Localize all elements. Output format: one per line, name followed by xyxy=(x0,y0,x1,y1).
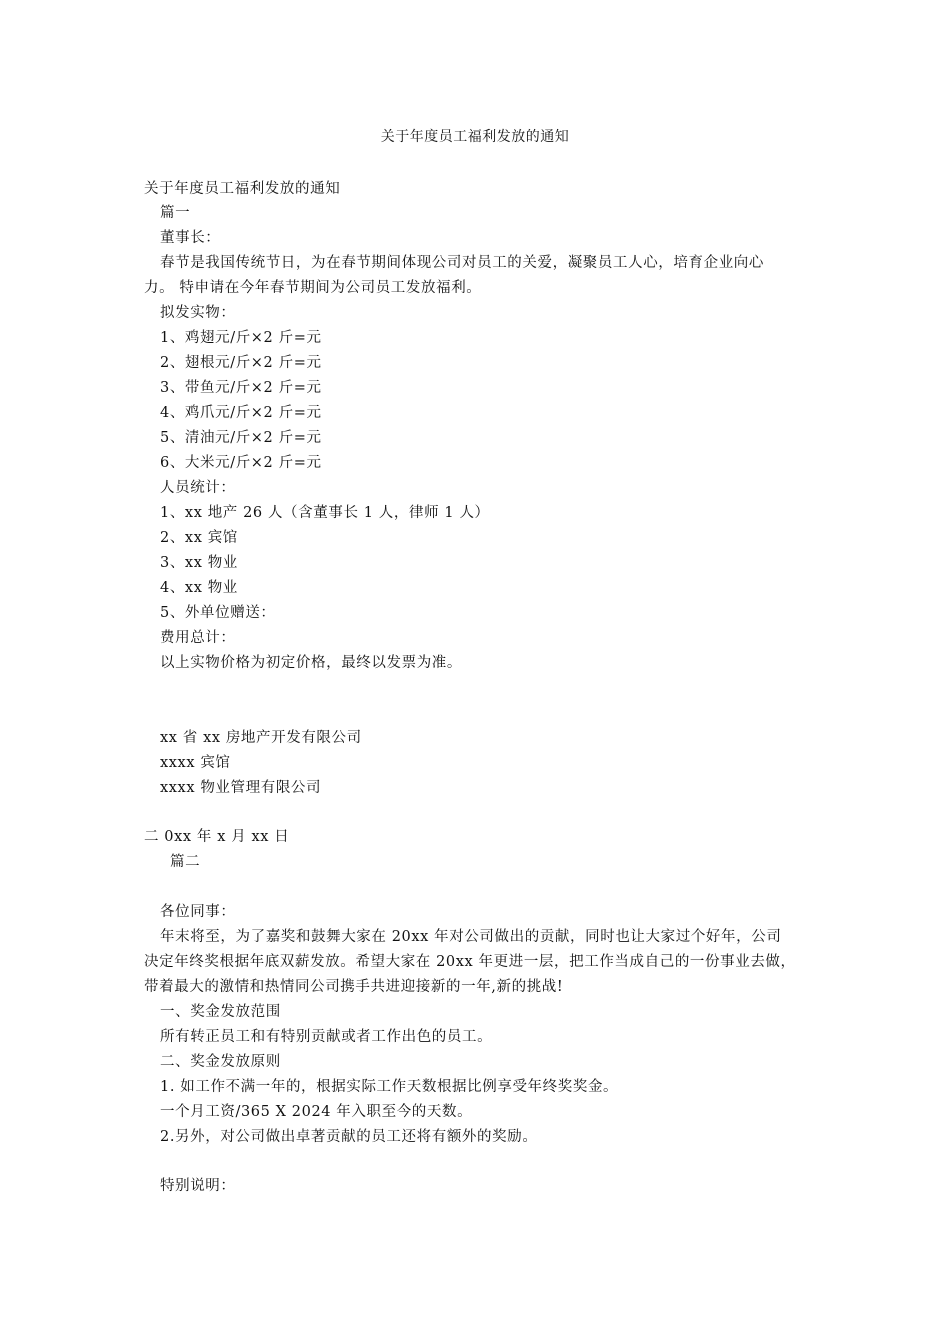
list-item: 2.另外，对公司做出卓著贡献的员工还将有额外的奖励。 xyxy=(160,1129,538,1145)
paragraph-line: 所有转正员工和有特别贡献或者工作出色的员工。 xyxy=(160,1029,493,1045)
list-item: 4、xx 物业 xyxy=(160,580,238,596)
signatory-hotel: xxxx 宾馆 xyxy=(160,755,231,771)
special-notes-label: 特别说明： xyxy=(160,1178,236,1194)
paragraph-line: 决定年终奖根据年底双薪发放。希望大家在 20xx 年更进一层，把工作当成自己的一份事业去做， xyxy=(144,954,796,970)
signatory-company: xx 省 xx 房地产开发有限公司 xyxy=(160,730,362,746)
list-item: 5、清油元/斤×2 斤=元 xyxy=(160,430,322,446)
list-heading-staff: 人员统计： xyxy=(160,480,236,496)
section-heading-principles: 二、奖金发放原则 xyxy=(160,1054,281,1070)
salutation-colleagues: 各位同事： xyxy=(160,904,236,920)
list-item: 3、xx 物业 xyxy=(160,555,238,571)
formula-line: 一个月工资/365 X 2024 年入职至今的天数。 xyxy=(160,1104,473,1120)
salutation-chairman: 董事长： xyxy=(160,230,221,246)
signatory-property: xxxx 物业管理有限公司 xyxy=(160,780,322,796)
paragraph-line: 年末将至，为了嘉奖和鼓舞大家在 20xx 年对公司做出的贡献，同时也让大家过个好年，公司 xyxy=(160,929,782,945)
list-item: 1. 如工作不满一年的，根据实际工作天数根据比例享受年终奖奖金。 xyxy=(160,1079,619,1095)
list-item: 5、外单位赠送： xyxy=(160,605,276,621)
document-heading: 关于年度员工福利发放的通知 xyxy=(144,181,341,197)
document-date: 二 0xx 年 x 月 xx 日 xyxy=(144,829,290,845)
list-item: 2、xx 宾馆 xyxy=(160,530,238,546)
list-heading-goods: 拟发实物： xyxy=(160,305,236,321)
section-heading-part-two: 篇二 xyxy=(170,854,201,870)
section-heading-part-one: 篇一 xyxy=(160,205,191,221)
price-note: 以上实物价格为初定价格，最终以发票为准。 xyxy=(160,655,462,671)
list-item: 4、鸡爪元/斤×2 斤=元 xyxy=(160,405,322,421)
cost-total-label: 费用总计： xyxy=(160,630,236,646)
list-item: 1、鸡翅元/斤×2 斤=元 xyxy=(160,330,322,346)
list-item: 2、翅根元/斤×2 斤=元 xyxy=(160,355,322,371)
section-heading-scope: 一、奖金发放范围 xyxy=(160,1004,281,1020)
paragraph-line: 带着最大的激情和热情同公司携手共进迎接新的一年,新的挑战! xyxy=(144,979,564,995)
list-item: 1、xx 地产 26 人（含董事长 1 人，律师 1 人） xyxy=(160,505,490,521)
paragraph-line: 春节是我国传统节日，为在春节期间体现公司对员工的关爱，凝聚员工人心，培育企业向心 xyxy=(160,255,764,271)
paragraph-line: 力。 特申请在今年春节期间为公司员工发放福利。 xyxy=(144,280,482,296)
list-item: 6、大米元/斤×2 斤=元 xyxy=(160,455,322,471)
list-item: 3、带鱼元/斤×2 斤=元 xyxy=(160,380,322,396)
page-title: 关于年度员工福利发放的通知 xyxy=(380,129,570,145)
